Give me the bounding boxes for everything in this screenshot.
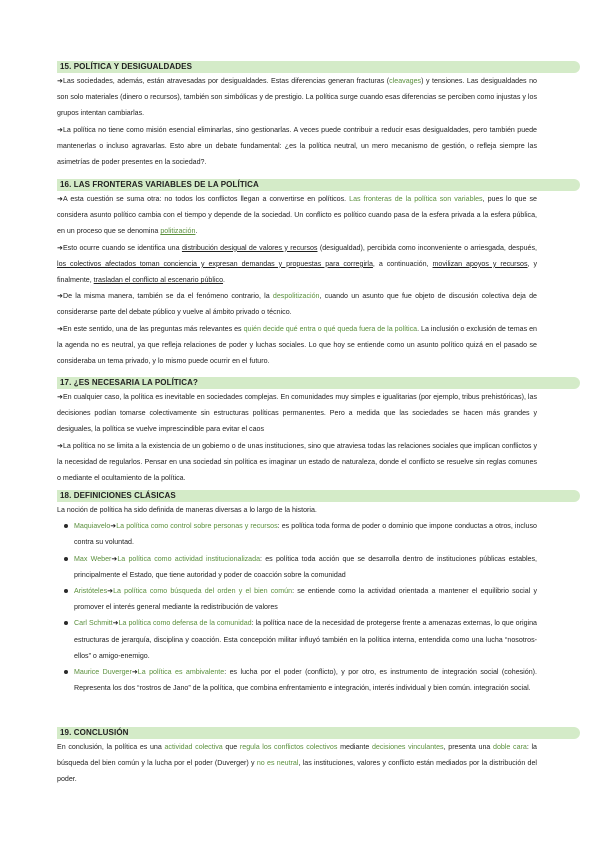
highlight-term: despolitización xyxy=(272,292,320,301)
definition-title: La política es ambivalente xyxy=(137,668,225,677)
section-18 xyxy=(0,490,600,696)
list-item: Max Weber➜La política como actividad institucionalizada: es política toda acción que se desarrolla dentro de instituciones públicas estables, principalmente el Estado, que tiene autoridad y poder de coacción sobre la comunidad xyxy=(74,551,537,583)
author-name: Maurice Duverger xyxy=(74,668,132,677)
paragraph: ➜La política no se limita a la existencia de un gobierno o de unas instituciones, sino que atraviesa todas las relaciones sociales que implican conflictos y la necesidad de regularlos. Pensar en una sociedad sin política es imaginar un estado de naturaleza, donde el conflicto se resuelve sin reglas comunes o mediante el ocultamiento de la política. xyxy=(57,441,537,483)
paragraph: ➜Las sociedades, además, están atravesadas por desigualdades. Estas diferencias generan fracturas (cleavages) y tensiones. Las desigualdades no son solo materiales (dinero o recursos), también son simbólicas y de prestigio. La política surge cuando esas diferencias se perciben como injustas y los grupos intentan cambiarlas. xyxy=(57,77,537,118)
section-title: 18. DEFINICIONES CLÁSICAS xyxy=(57,490,580,502)
paragraph: ➜En este sentido, una de las preguntas más relevantes es quién decide qué entra o qué queda fuera de la política. La inclusión o exclusión de temas en la agenda no es neutral, ya que refleja relaciones de poder y luchas sociales. Lo que hoy se entiende como un asunto político quizá en el pasado se consideraba un tema privado, y lo mismo puede ocurrir en el futuro. xyxy=(57,324,537,366)
underlined-term: movilizan apoyos y recursos xyxy=(432,259,528,268)
section-title: 19. CONCLUSIÓN xyxy=(57,727,580,739)
underlined-term: los colectivos afectados toman conciencia y expresan demandas y propuestas para corregirla xyxy=(57,259,373,268)
author-name: Aristóteles xyxy=(74,587,108,596)
paragraph: ➜A esta cuestión se suma otra: no todos los conflictos llegan a convertirse en políticos. Las fronteras de la política son variables, pues lo que se considera asunto político cambia con el tiempo y depende de la sociedad. Un conflicto es político cuando pasa de la esfera privada a la esfera pública, en un proceso que se denomina politización. xyxy=(57,195,537,236)
definition-title: La política como defensa de la comunidad xyxy=(118,619,252,628)
highlight-term: actividad colectiva xyxy=(164,743,223,751)
list-item: Aristóteles➜La política como búsqueda del orden y el bien común: se entiende como la actividad orientada a mantener el equilibrio social y promover el interés general mediante la redistribución de valores xyxy=(74,583,537,615)
section-15 xyxy=(0,61,600,170)
highlight-term: no es neutral xyxy=(256,759,299,768)
highlight-term: cleavages xyxy=(389,77,422,85)
highlight-term: quién decide qué entra o qué queda fuera de la política xyxy=(243,324,418,333)
section-19 xyxy=(0,727,600,788)
section-title: 17. ¿ES NECESARIA LA POLÍTICA? xyxy=(57,377,580,389)
section-title: 16. LAS FRONTERAS VARIABLES DE LA POLÍTICA xyxy=(57,179,580,191)
underlined-term: distribución desigual de valores y recursos xyxy=(181,243,318,252)
underlined-term: trasladan el conflicto al escenario público xyxy=(93,276,224,285)
highlight-term: politización xyxy=(160,227,196,236)
section-16 xyxy=(0,179,600,369)
paragraph: ➜La política no tiene como misión esencial eliminarlas, sino gestionarlas. A veces puede contribuir a reducir esas desigualdades, pero también puede mantenerlas o incluso agravarlas. Esto abre un debate fundamental: ¿es la política neutral, un mero mecanismo de gestión, o refleja siempre las asimetrías de poder presentes en la sociedad?. xyxy=(57,125,537,167)
author-name: Maquiavelo xyxy=(74,522,111,531)
list-item: Maurice Duverger➜La política es ambivalente: es lucha por el poder (conflicto), y por otro, es instrumento de integración social (cohesión). Representa los dos “rostros de Jano” de la política, que combina enfrentamiento e integración, interés individual y bien común. integración social. xyxy=(74,664,537,696)
paragraph: En conclusión, la política es una actividad colectiva que regula los conflictos colectivos mediante decisiones vinculantes, presenta una doble cara: la búsqueda del bien común y la lucha por el poder (Duverger) y no es neutral, las instituciones, valores y conflicto están mediados por la distribución del poder. xyxy=(57,743,538,784)
paragraph: ➜De la misma manera, también se da el fenómeno contrario, la despolitización, cuando un asunto que fue objeto de discusión colectiva deja de considerarse parte del debate público y vuelve al ámbito privado o técnico. xyxy=(57,292,537,317)
highlight-term: regula los conflictos colectivos xyxy=(239,743,338,751)
list-item: Maquiavelo➜La política como control sobre personas y recursos: es política toda forma de poder o dominio que impone conductas a otros, incluso contra su voluntad. xyxy=(74,518,537,550)
section-title: 15. POLÍTICA Y DESIGUALDADES xyxy=(57,61,580,73)
section-17 xyxy=(0,377,600,486)
definitions-list xyxy=(57,518,537,696)
highlight-term: Las fronteras de la política son variables xyxy=(349,195,483,203)
author-name: Carl Schmitt xyxy=(74,619,113,628)
definition-title: La política como búsqueda del orden y el bien común xyxy=(113,587,293,596)
list-item: Carl Schmitt➜La política como defensa de la comunidad: la política nace de la necesidad de protegerse frente a amenazas externas, lo que origina estructuras de jerarquía, disciplina y coacción. Esta concepción militar influyó también en la política interna, entendida como una lucha “nosotros-ellos” o amigo-enemigo. xyxy=(74,615,537,664)
paragraph: ➜Esto ocurre cuando se identifica una distribución desigual de valores y recursos (desigualdad), percibida como inconveniente o arriesgada, después, los colectivos afectados toman conciencia y expresan demandas y propuestas para corregirla, a continuación, movilizan apoyos y recursos, y finalmente, trasladan el conflicto al escenario público. xyxy=(57,243,538,285)
author-name: Max Weber xyxy=(74,554,112,563)
paragraph: La noción de política ha sido definida de maneras diversas a lo largo de la historia. xyxy=(57,506,317,514)
definition-title: La política como actividad institucionalizada xyxy=(117,554,261,563)
highlight-term: doble cara xyxy=(493,743,527,751)
paragraph: ➜En cualquier caso, la política es inevitable en sociedades complejas. En comunidades muy simples e igualitarias (por ejemplo, tribus prehistóricas), las decisiones podían tomarse colectivamente sin estructuras políticas permanentes. Pero a medida que las sociedades se hacen más grandes y desiguales, la política se vuelve imprescindible para evitar el caos xyxy=(57,393,537,434)
definition-title: La política como control sobre personas y recursos xyxy=(116,522,278,531)
highlight-term: decisiones vinculantes xyxy=(371,743,444,751)
